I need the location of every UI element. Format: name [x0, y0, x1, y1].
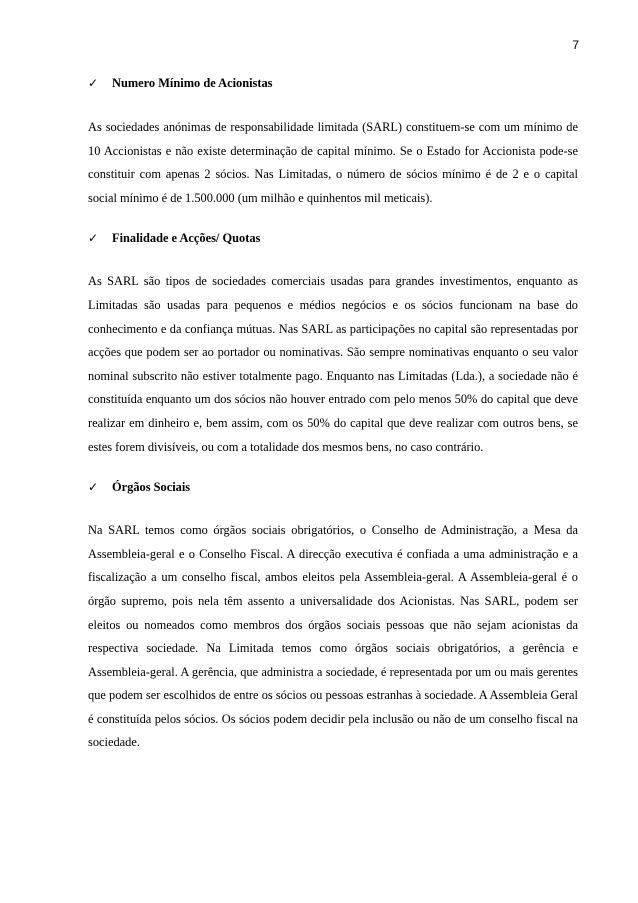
checkmark-icon: ✓: [88, 76, 99, 90]
checkmark-icon: ✓: [88, 480, 99, 495]
section-heading-text: Numero Mínimo de Acionistas: [112, 76, 273, 90]
section-heading-numero-minimo: [88, 71, 578, 95]
document-body: [88, 71, 578, 755]
checkmark-icon: ✓: [88, 231, 99, 246]
section-heading-text: Órgãos Sociais: [112, 480, 191, 495]
section-heading-text: Finalidade e Acções/ Quotas: [112, 231, 261, 246]
section-paragraph: As sociedades anónimas de responsabilidade limitada (SARL) constituem-se com um mínimo de 10 Accionistas e não existe determinação de capital mínimo. Se o Estado for Accionista pode-se constituir com apenas 2 sócios. Nas Limitadas, o número de sócios mínimo é de 2 e o capital social mínimo é de 1.500.000 (um milhão e quinhentos mil meticais).: [88, 120, 578, 205]
page-number: 7: [572, 38, 579, 52]
section-paragraph: As SARL são tipos de sociedades comerciais usadas para grandes investimentos, enquanto as Limitadas são usadas para pequenos e médios negócios e os sócios funcionam na base do conhecimento e da confiança mútuas. Nas SARL as participações no capital são representadas por acções que podem ser ao portador ou nominativas. São sempre nominativas enquanto o seu valor nominal subscrito não estiver totalmente pago. Enquanto nas Limitadas (Lda.), a sociedade não é constituída enquanto um dos sócios não houver entrado com pelo menos 50% do capital que deve realizar em dinheiro e, bem assim, com os 50% do capital que deve realizar com outros bens, se estes forem divisíveis, ou com a totalidade dos mesmos bens, no caso contrário.: [88, 274, 578, 454]
section-heading-orgaos-sociais: [88, 475, 578, 499]
section-paragraph: Na SARL temos como órgãos sociais obrigatórios, o Conselho de Administração, a Mesa da Assembleia-geral e o Conselho Fiscal. A direcção executiva é confiada a uma administração e a fiscalização a um conselho fiscal, ambos eleitos pela Assembleia-geral. A Assembleia-geral é o órgão supremo, pois nela têm assento a universalidade dos Acionistas. Nas SARL, podem ser eleitos ou nomeados como membros dos órgãos sociais pessoas que não sejam acionistas da respectiva sociedade. Na Limitada temos como órgãos sociais obrigatórios, a gerência e Assembleia-geral. A gerência, que administra a sociedade, é representada por um ou mais gerentes que podem ser escolhidos de entre os sócios ou pessoas estranhas à sociedade. A Assembleia Geral é constituída pelos sócios. Os sócios podem decidir pela inclusão ou não de um conselho fiscal na sociedade.: [88, 523, 578, 750]
section-heading-finalidade: [88, 226, 578, 250]
